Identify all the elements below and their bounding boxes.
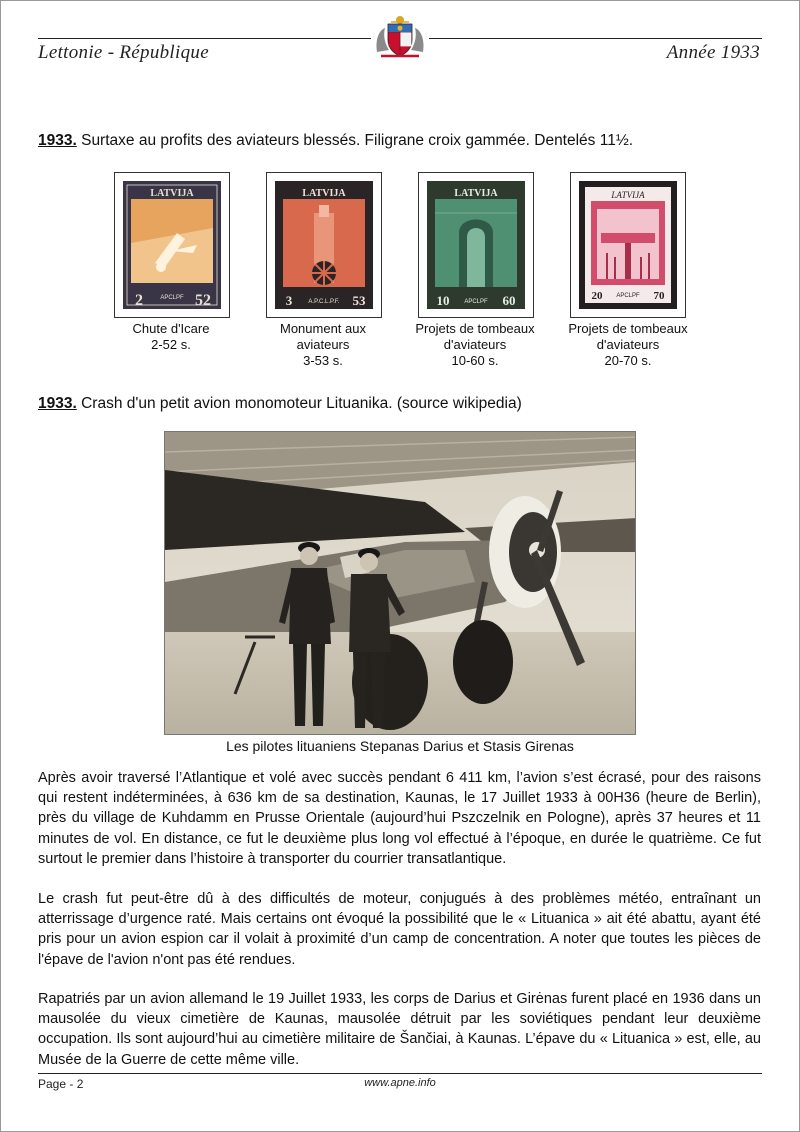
stamp-1-value-left: 2 <box>135 292 143 309</box>
header-country-title: Lettonie - République <box>38 42 209 63</box>
stamp-3-caption <box>405 321 545 369</box>
stamp-1 <box>114 172 230 318</box>
stamp-1-caption <box>101 321 241 353</box>
paragraph-repatriation: Rapatriés par un avion allemand le 19 Juillet 1933, les corps de Darius et Girėnas furent placé en 1936 dans un mausolée du vieux cimetière de Kaunas, mausolée détruit par les soviétiques pendant leur deuxième occupation. Ils sont aujourd’hui au cimetière militaire de Šančiai, à Kaunas. L’épave du « Lituanica » est, elle, au Musée de la Guerre de cette même ville. <box>38 991 761 1068</box>
stamp-4-caption-line3: 20-70 s. <box>604 353 652 368</box>
footer-page-number: Page - 2 <box>38 1077 84 1091</box>
stamp-1-caption-line2: 2-52 s. <box>151 337 191 352</box>
lituanica-photo <box>164 431 636 735</box>
stamp-3-value-right: 60 <box>502 293 516 308</box>
stamp-4-caption-line1: Projets de tombeaux <box>568 321 688 336</box>
section-crash-text: Crash d'un petit avion monomoteur Lituanika. (source wikipedia) <box>76 395 522 412</box>
section-stamps-text: Surtaxe au profits des aviateurs blessés. Filigrane croix gammée. Dentelés 11½. <box>76 132 634 149</box>
stamp-4-value-left: 20 <box>591 290 603 302</box>
section-stamps-title <box>38 132 633 150</box>
stamp-2-caption <box>253 321 393 369</box>
paragraph-crash-cause: Le crash fut peut-être dû à des difficultés de moteur, conjugués à des problèmes météo, entraînant un atterrissage d’urgence raté. Mais certains ont évoqué la possibilité que le « Lituanica » ait été abattu, ayant été pris pour un avion espion car il volait à proximité d’un camp de concentration. A noter que toutes les pièces de l'épave de l'avion n'ont pas été rendues. <box>38 891 761 968</box>
stamp-2-value-left: 3 <box>285 293 293 308</box>
stamp-3-caption-line1: Projets de tombeaux <box>415 321 535 336</box>
stamp-3-caption-line3: 10-60 s. <box>451 353 499 368</box>
stamp-2 <box>266 172 382 318</box>
stamp-2-caption-line3: 3-53 s. <box>303 353 343 368</box>
stamp-3-value-left: 10 <box>436 293 450 308</box>
section-crash-title <box>38 395 522 413</box>
stamp-2-caption-line2: aviateurs <box>296 337 350 352</box>
stamp-2-value-right: 53 <box>352 293 366 308</box>
stamp-1-value-right: 52 <box>195 292 211 309</box>
stamp-3-inscription: APCLPF <box>464 299 488 305</box>
stamp-3-caption-line2: d'aviateurs <box>443 337 507 352</box>
stamp-4-caption-line2: d'aviateurs <box>596 337 660 352</box>
stamp-2-inscription: A.P.C.L.P.F. <box>308 299 340 305</box>
stamp-1-inscription: APCLPF <box>160 295 184 301</box>
footer-rule <box>38 1073 762 1074</box>
stamp-2-caption-line1: Monument aux <box>280 321 366 336</box>
stamp-4 <box>570 172 686 318</box>
photo-caption: Les pilotes lituaniens Stepanas Darius et Stasis Girenas <box>226 738 574 754</box>
stamp-4-country: LATVIJA <box>611 190 645 200</box>
paragraph-flight: Après avoir traversé l’Atlantique et volé avec succès pendant 6 411 km, l’avion s’est écrasé, pour des raisons qui restent indéterminées, à 636 km de sa destination, Kaunas, le 17 Juillet 1933 à 00H36 (heure de Berlin), près du village de Kuhdamm en Prusse Orientale (aujourd’hui Pszczelnik en Pologne), après 37 heures et 11 minutes de vol. En distance, ce fut le deuxième plus long vol effectué à l’époque, en durée le quatrième. Ce fut surtout le premier dans l’histoire à transporter du courrier transatlantique. <box>38 770 761 867</box>
stamp-4-caption <box>558 321 698 369</box>
stamp-3 <box>418 172 534 318</box>
stamp-3-country: LATVIJA <box>454 188 498 199</box>
stamp-1-country: LATVIJA <box>150 188 194 199</box>
stamp-4-value-right: 70 <box>653 290 665 302</box>
coat-of-arms-icon <box>371 12 429 60</box>
stamp-1-caption-line1: Chute d'Icare <box>132 321 210 336</box>
section-crash-year: 1933. <box>38 395 77 412</box>
stamp-2-country: LATVIJA <box>302 188 346 199</box>
header-year-title: Année 1933 <box>666 42 760 63</box>
footer-website: www.apne.info <box>364 1077 436 1089</box>
stamp-4-inscription: APCLPF <box>616 293 640 299</box>
section-stamps-year: 1933. <box>38 132 77 149</box>
